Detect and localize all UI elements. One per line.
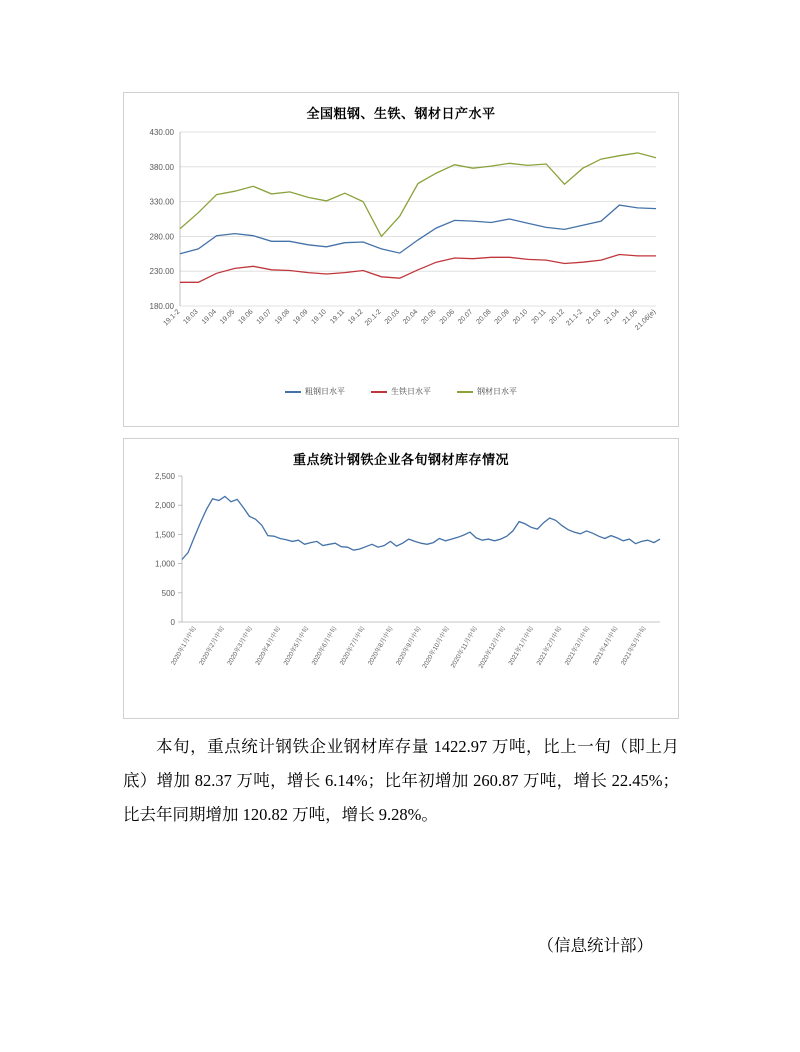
svg-text:20.06: 20.06 — [438, 308, 457, 326]
chart-title-daily-output: 全国粗钢、生铁、钢材日产水平 — [306, 106, 496, 121]
svg-text:2020年8月中旬: 2020年8月中旬 — [366, 625, 395, 667]
chart-plot-daily-output — [124, 122, 678, 384]
svg-text:20.11: 20.11 — [530, 308, 548, 326]
svg-text:2020年9月中旬: 2020年9月中旬 — [394, 625, 423, 667]
legend-label: 生铁日水平 — [391, 387, 431, 396]
inventory-svg — [124, 468, 678, 708]
svg-text:20.09: 20.09 — [493, 308, 511, 326]
daily-output-svg — [124, 122, 678, 384]
svg-text:20.08: 20.08 — [475, 308, 493, 326]
svg-text:21.06(e): 21.06(e) — [634, 308, 658, 332]
svg-text:21.1-2: 21.1-2 — [565, 308, 585, 328]
svg-text:430.00: 430.00 — [149, 128, 174, 137]
legend-label: 粗钢日水平 — [305, 387, 345, 396]
svg-text:500: 500 — [161, 588, 175, 598]
svg-text:2021年1月中旬: 2021年1月中旬 — [507, 625, 536, 667]
legend-label: 钢材日水平 — [477, 387, 517, 396]
legend-item — [285, 386, 345, 397]
legend-swatch — [371, 391, 387, 393]
svg-text:2020年11月中旬: 2020年11月中旬 — [449, 625, 479, 670]
paragraph-text: 本旬，重点统计钢铁企业钢材库存量 1422.97 万吨，比上一旬（即上月底）增加 82.37 万吨，增长 6.14%；比年初增加 260.87 万吨，增长 22.45%；比去年同期增加 120.82 万吨，增长 9.28%。 — [123, 737, 679, 824]
svg-text:230.00: 230.00 — [149, 267, 174, 277]
svg-text:19.06: 19.06 — [237, 308, 255, 326]
svg-text:1,000: 1,000 — [154, 559, 175, 569]
svg-text:380.00: 380.00 — [149, 162, 174, 172]
legend-swatch — [285, 391, 301, 393]
svg-text:19.03: 19.03 — [182, 308, 200, 326]
svg-text:19.12: 19.12 — [347, 308, 365, 326]
svg-text:21.03: 21.03 — [585, 308, 603, 326]
svg-text:2020年10月中旬: 2020年10月中旬 — [421, 625, 451, 670]
svg-text:2020年4月中旬: 2020年4月中旬 — [254, 625, 283, 667]
svg-text:2021年3月中旬: 2021年3月中旬 — [563, 625, 592, 667]
svg-text:19.09: 19.09 — [292, 308, 310, 326]
svg-text:19.05: 19.05 — [218, 308, 237, 326]
svg-text:20.03: 20.03 — [383, 308, 402, 326]
svg-text:19.10: 19.10 — [310, 308, 328, 326]
svg-text:20.10: 20.10 — [511, 308, 530, 326]
svg-text:2020年5月中旬: 2020年5月中旬 — [282, 625, 311, 667]
legend-item — [371, 386, 431, 397]
chart-plot-inventory — [124, 468, 678, 708]
svg-text:19.08: 19.08 — [273, 308, 292, 326]
legend-item — [457, 386, 517, 397]
chart-panel-daily-output — [123, 92, 679, 427]
svg-text:0: 0 — [170, 618, 175, 627]
svg-text:2020年3月中旬: 2020年3月中旬 — [226, 625, 255, 667]
svg-text:180.00: 180.00 — [149, 302, 174, 311]
svg-text:330.00: 330.00 — [149, 197, 174, 207]
svg-text:2020年6月中旬: 2020年6月中旬 — [310, 625, 339, 667]
svg-text:19.07: 19.07 — [255, 308, 273, 326]
svg-text:19.04: 19.04 — [200, 308, 219, 326]
svg-text:2021年2月中旬: 2021年2月中旬 — [535, 625, 564, 667]
svg-text:19.1-2: 19.1-2 — [162, 308, 182, 328]
svg-text:2,500: 2,500 — [154, 472, 175, 481]
svg-text:19.11: 19.11 — [329, 308, 347, 326]
svg-text:2020年1月中旬: 2020年1月中旬 — [170, 625, 198, 667]
svg-text:2020年2月中旬: 2020年2月中旬 — [198, 625, 226, 667]
svg-text:21.05: 21.05 — [621, 308, 640, 326]
chart-panel-inventory — [123, 438, 679, 719]
svg-text:280.00: 280.00 — [149, 232, 174, 242]
signature-line: （信息统计部） — [537, 936, 653, 955]
svg-text:1,500: 1,500 — [154, 530, 175, 540]
chart-title-inventory: 重点统计钢铁企业各旬钢材库存情况 — [292, 452, 509, 467]
svg-text:20.05: 20.05 — [420, 308, 438, 326]
chart-legend-daily-output — [124, 386, 678, 397]
svg-text:2,000: 2,000 — [154, 501, 175, 511]
svg-text:2021年4月中旬: 2021年4月中旬 — [591, 625, 620, 667]
svg-text:2021年5月中旬: 2021年5月中旬 — [619, 625, 648, 667]
svg-text:20.04: 20.04 — [402, 308, 420, 326]
svg-text:20.07: 20.07 — [456, 308, 475, 326]
svg-text:20.12: 20.12 — [548, 308, 566, 326]
svg-text:2020年12月中旬: 2020年12月中旬 — [477, 625, 508, 670]
svg-text:21.04: 21.04 — [603, 308, 621, 326]
body-paragraph — [123, 730, 679, 831]
legend-swatch — [457, 391, 473, 393]
svg-text:20.1-2: 20.1-2 — [363, 308, 383, 328]
svg-text:2020年7月中旬: 2020年7月中旬 — [338, 625, 367, 667]
